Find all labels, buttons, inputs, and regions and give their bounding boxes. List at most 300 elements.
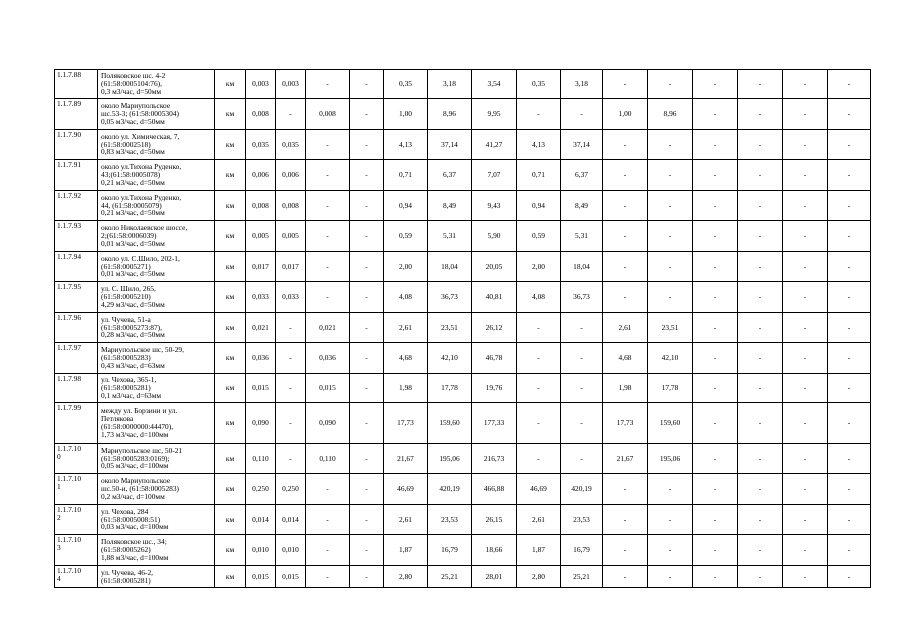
table-cell: 1,00	[603, 99, 648, 130]
table-cell: -	[350, 130, 384, 160]
table-cell: -	[350, 160, 384, 191]
table-cell: 0,008	[276, 191, 306, 221]
table-cell: -	[738, 130, 783, 160]
table-row	[55, 474, 871, 505]
table-cell: 8,49	[428, 191, 472, 221]
table-cell: 6,37	[561, 160, 603, 191]
row-description: между ул. Борзини и ул. Петлякова (61:58:0000000:44470), 1,73 м3/час, d=100мм	[98, 403, 215, 444]
table-cell: 0,021	[306, 313, 350, 343]
table-cell: -	[828, 252, 871, 282]
table-row	[55, 130, 871, 160]
table-cell: -	[693, 566, 738, 588]
table-cell: -	[603, 130, 648, 160]
table-cell: -	[648, 130, 693, 160]
table-cell: 4,68	[603, 343, 648, 374]
table-cell: км	[215, 444, 246, 474]
table-cell: 0,59	[384, 221, 428, 252]
table-cell: -	[276, 313, 306, 343]
table-cell: км	[215, 252, 246, 282]
table-cell: 36,73	[428, 282, 472, 313]
table-cell: 0,110	[246, 444, 276, 474]
table-cell: -	[783, 444, 828, 474]
table-cell: км	[215, 374, 246, 403]
table-cell: 0,71	[384, 160, 428, 191]
table-cell: 17,73	[384, 403, 428, 444]
table-cell: 46,78	[472, 343, 517, 374]
table-cell: -	[738, 99, 783, 130]
table-cell: -	[603, 505, 648, 535]
table-cell: 19,76	[472, 374, 517, 403]
table-cell: 9,43	[472, 191, 517, 221]
row-description: Мариупольское шс, 50-21 (61:58:0005283:0169); 0,05 м3/час, d=100мм	[98, 444, 215, 474]
table-cell: -	[603, 70, 648, 99]
table-cell: -	[350, 343, 384, 374]
table-cell: -	[603, 191, 648, 221]
table-cell: -	[693, 374, 738, 403]
table-cell: 41,27	[472, 130, 517, 160]
table-cell: -	[276, 403, 306, 444]
table-row	[55, 403, 871, 444]
table-cell: -	[350, 313, 384, 343]
table-cell: -	[306, 474, 350, 505]
table-cell: -	[828, 191, 871, 221]
row-description: около Мариупольское шс.50-и, (61:58:0005283) 0,2 м3/час, d=100мм	[98, 474, 215, 505]
table-cell: 8,96	[648, 99, 693, 130]
table-cell: -	[738, 535, 783, 566]
row-code: 1.1.7.90	[55, 130, 98, 160]
table-cell: 0,94	[517, 191, 561, 221]
table-cell: 0,94	[384, 191, 428, 221]
table-cell: 0,015	[306, 374, 350, 403]
row-description: около ул. Химическая, 7, (61:58:0002518) 0,83 м3/час, d=50мм	[98, 130, 215, 160]
table-cell: -	[561, 444, 603, 474]
table-cell: км	[215, 221, 246, 252]
table-cell: 216,73	[472, 444, 517, 474]
table-cell: -	[350, 252, 384, 282]
table-row	[55, 70, 871, 99]
table-cell: 5,31	[428, 221, 472, 252]
table-cell: 17,73	[603, 403, 648, 444]
table-cell: -	[693, 130, 738, 160]
table-cell: -	[738, 191, 783, 221]
table-cell: -	[738, 343, 783, 374]
table-cell: -	[306, 505, 350, 535]
table-cell: -	[306, 252, 350, 282]
table-cell: -	[350, 403, 384, 444]
table-cell: -	[693, 252, 738, 282]
table-cell: -	[603, 535, 648, 566]
table-cell: 6,37	[428, 160, 472, 191]
table-cell: -	[738, 221, 783, 252]
table-cell: -	[783, 474, 828, 505]
table-cell: -	[783, 99, 828, 130]
table-cell: км	[215, 282, 246, 313]
table-cell: -	[693, 282, 738, 313]
table-cell: 159,60	[428, 403, 472, 444]
row-description: около ул. С.Шило, 202-1, (61:58:0005271) 0,01 м3/час, d=50мм	[98, 252, 215, 282]
table-cell: -	[783, 343, 828, 374]
table-cell: -	[350, 191, 384, 221]
table-cell: 18,04	[561, 252, 603, 282]
table-cell: 2,61	[384, 313, 428, 343]
table-cell: -	[276, 99, 306, 130]
table-cell: -	[603, 160, 648, 191]
table-cell: 18,04	[428, 252, 472, 282]
table-cell: 0,090	[306, 403, 350, 444]
table-cell: км	[215, 313, 246, 343]
table-cell: -	[517, 99, 561, 130]
table-cell: 40,81	[472, 282, 517, 313]
table-cell: 1,98	[384, 374, 428, 403]
table-cell: -	[648, 191, 693, 221]
row-description: ул. Чехова, 365-1, (61:58:0005281) 0,1 м3/час, d=63мм	[98, 374, 215, 403]
row-description: около ул.Тихона Руденко, 44, (61:58:0005079) 0,21 м3/час, d=50мм	[98, 191, 215, 221]
table-cell: 0,015	[246, 374, 276, 403]
table-cell: -	[350, 221, 384, 252]
table-cell: -	[603, 474, 648, 505]
table-cell: -	[350, 444, 384, 474]
table-cell: 4,08	[517, 282, 561, 313]
table-cell: -	[603, 252, 648, 282]
table-cell: 0,010	[246, 535, 276, 566]
table-cell: 2,80	[517, 566, 561, 588]
table-row	[55, 444, 871, 474]
row-description: Поляковское шс., 34; (61:58:0005262) 1,88 м3/час, d=100мм	[98, 535, 215, 566]
table-cell: -	[350, 99, 384, 130]
table-cell: 0,110	[306, 444, 350, 474]
table-cell: 0,003	[276, 70, 306, 99]
table-cell: -	[350, 282, 384, 313]
table-cell: 0,250	[276, 474, 306, 505]
table-cell: 46,69	[517, 474, 561, 505]
row-code: 1.1.7.89	[55, 99, 98, 130]
table-cell: -	[693, 313, 738, 343]
table-cell: 0,035	[246, 130, 276, 160]
table-cell: -	[738, 313, 783, 343]
table-cell: -	[783, 374, 828, 403]
row-code: 1.1.7.88	[55, 70, 98, 99]
row-code: 1.1.7.10 4	[55, 566, 98, 588]
table-cell: 36,73	[561, 282, 603, 313]
table-cell: 0,033	[276, 282, 306, 313]
table-cell: -	[828, 221, 871, 252]
table-cell: -	[693, 70, 738, 99]
table-cell: 0,033	[246, 282, 276, 313]
table-row	[55, 221, 871, 252]
table-cell: 28,01	[472, 566, 517, 588]
table-cell: км	[215, 474, 246, 505]
table-cell: -	[738, 70, 783, 99]
table-cell: 466,88	[472, 474, 517, 505]
table-cell: 9,95	[472, 99, 517, 130]
table-cell: -	[738, 252, 783, 282]
table-cell: -	[561, 343, 603, 374]
table-cell: -	[783, 403, 828, 444]
table-cell: 1,87	[517, 535, 561, 566]
table-cell: 0,71	[517, 160, 561, 191]
row-code: 1.1.7.95	[55, 282, 98, 313]
table-cell: -	[693, 403, 738, 444]
table-cell: 5,31	[561, 221, 603, 252]
table-cell: -	[517, 343, 561, 374]
table-cell: км	[215, 130, 246, 160]
table-cell: 2,80	[384, 566, 428, 588]
table-row	[55, 374, 871, 403]
table-cell: -	[828, 282, 871, 313]
table-cell: -	[828, 403, 871, 444]
table-cell: км	[215, 191, 246, 221]
table-cell: -	[828, 374, 871, 403]
table-row	[55, 566, 871, 588]
table-cell: 18,66	[472, 535, 517, 566]
table-cell: -	[693, 160, 738, 191]
table-cell: -	[738, 474, 783, 505]
table-cell: -	[306, 221, 350, 252]
table-cell: -	[693, 191, 738, 221]
table-cell: -	[738, 374, 783, 403]
table-cell: -	[783, 191, 828, 221]
table-cell: 1,87	[384, 535, 428, 566]
table-cell: -	[648, 160, 693, 191]
table-cell: 420,19	[428, 474, 472, 505]
table-cell: -	[561, 403, 603, 444]
row-description: около Николаевское шоссе, 2;(61:58:0006039) 0,01 м3/час, d=50мм	[98, 221, 215, 252]
table-row	[55, 191, 871, 221]
table-cell: -	[350, 566, 384, 588]
table-cell: 2,61	[384, 505, 428, 535]
table-cell: -	[648, 474, 693, 505]
table-cell: -	[828, 474, 871, 505]
table-cell: -	[603, 282, 648, 313]
table-cell: км	[215, 99, 246, 130]
table-cell: -	[693, 99, 738, 130]
row-description: около ул.Тихона Руденко, 43;(61:58:0005078) 0,21 м3/час, d=50мм	[98, 160, 215, 191]
row-code: 1.1.7.10 0	[55, 444, 98, 474]
table-cell: -	[350, 535, 384, 566]
table-cell: 0,015	[276, 566, 306, 588]
table-cell: км	[215, 70, 246, 99]
table-cell: 26,15	[472, 505, 517, 535]
table-cell: -	[693, 444, 738, 474]
row-code: 1.1.7.96	[55, 313, 98, 343]
row-description: Мариупольское шс, 50-29, (61:58:0005283) 0,43 м3/час, d=63мм	[98, 343, 215, 374]
table-cell: 4,13	[517, 130, 561, 160]
table-cell: 4,08	[384, 282, 428, 313]
table-cell: 0,006	[276, 160, 306, 191]
table-cell: 5,90	[472, 221, 517, 252]
table-cell: -	[693, 505, 738, 535]
row-code: 1.1.7.92	[55, 191, 98, 221]
table-cell: 3,18	[428, 70, 472, 99]
table-cell: 2,00	[384, 252, 428, 282]
table-cell: -	[783, 566, 828, 588]
row-code: 1.1.7.10 3	[55, 535, 98, 566]
table-cell: 177,33	[472, 403, 517, 444]
table-cell: 2,00	[517, 252, 561, 282]
table-cell: 0,250	[246, 474, 276, 505]
table-cell: 4,13	[384, 130, 428, 160]
data-table	[54, 69, 871, 588]
table-cell: 25,21	[561, 566, 603, 588]
table-cell: -	[693, 474, 738, 505]
table-cell: км	[215, 160, 246, 191]
table-cell: 8,49	[561, 191, 603, 221]
table-cell: -	[517, 444, 561, 474]
table-cell: -	[783, 160, 828, 191]
table-cell: 2,61	[517, 505, 561, 535]
table-cell: 0,35	[517, 70, 561, 99]
table-cell: 0,035	[276, 130, 306, 160]
table-cell: 4,68	[384, 343, 428, 374]
table-cell: -	[648, 505, 693, 535]
table-cell: 195,06	[428, 444, 472, 474]
table-cell: -	[306, 535, 350, 566]
table-cell: 26,12	[472, 313, 517, 343]
table-cell: -	[517, 313, 561, 343]
table-cell: -	[783, 282, 828, 313]
table-cell: -	[648, 566, 693, 588]
table-cell: 0,015	[246, 566, 276, 588]
table-cell: 42,10	[428, 343, 472, 374]
table-row	[55, 252, 871, 282]
table-cell: -	[306, 160, 350, 191]
table-cell: 21,67	[603, 444, 648, 474]
table-cell: -	[693, 221, 738, 252]
table-cell: -	[517, 403, 561, 444]
table-cell: 1,98	[603, 374, 648, 403]
row-description: ул. Чучева, 46-2, (61:58:0005281)	[98, 566, 215, 588]
table-cell: 420,19	[561, 474, 603, 505]
table-cell: -	[738, 444, 783, 474]
table-cell: -	[738, 160, 783, 191]
table-row	[55, 313, 871, 343]
table-cell: 0,010	[276, 535, 306, 566]
table-cell: км	[215, 505, 246, 535]
table-cell: -	[783, 70, 828, 99]
table-cell: 17,78	[648, 374, 693, 403]
table-row	[55, 282, 871, 313]
table-cell: км	[215, 403, 246, 444]
table-cell: 42,10	[648, 343, 693, 374]
table-cell: -	[561, 313, 603, 343]
table-cell: -	[783, 313, 828, 343]
table-cell: -	[828, 313, 871, 343]
table-cell: -	[350, 70, 384, 99]
table-cell: -	[783, 252, 828, 282]
table-cell: 0,017	[246, 252, 276, 282]
table-cell: -	[350, 505, 384, 535]
table-cell: -	[648, 535, 693, 566]
table-cell: 0,008	[246, 191, 276, 221]
table-body	[55, 70, 871, 588]
row-code: 1.1.7.97	[55, 343, 98, 374]
table-cell: 7,07	[472, 160, 517, 191]
row-description: около Мариупольское шс.53-3; (61:58:0005304) 0,05 м3/час, d=50мм	[98, 99, 215, 130]
table-cell: км	[215, 535, 246, 566]
table-cell: -	[306, 130, 350, 160]
table-cell: -	[828, 160, 871, 191]
table-cell: 0,017	[276, 252, 306, 282]
table-cell: 195,06	[648, 444, 693, 474]
table-cell: -	[783, 505, 828, 535]
table-cell: -	[738, 566, 783, 588]
table-cell: 46,69	[384, 474, 428, 505]
table-cell: -	[648, 252, 693, 282]
table-cell: 16,79	[561, 535, 603, 566]
table-cell: 0,014	[246, 505, 276, 535]
table-cell: 37,14	[561, 130, 603, 160]
table-cell: -	[648, 282, 693, 313]
table-cell: 25,21	[428, 566, 472, 588]
table-cell: -	[738, 505, 783, 535]
row-description: ул. Чехова, 284 (61:58:0005008:51) 0,03 м3/час, d=100мм	[98, 505, 215, 535]
table-cell: 0,006	[246, 160, 276, 191]
table-cell: 0,021	[246, 313, 276, 343]
table-cell: 0,036	[306, 343, 350, 374]
table-cell: 23,51	[648, 313, 693, 343]
table-cell: 0,036	[246, 343, 276, 374]
table-cell: -	[693, 343, 738, 374]
table-cell: 0,090	[246, 403, 276, 444]
table-cell: -	[693, 535, 738, 566]
table-cell: -	[828, 444, 871, 474]
table-cell: -	[828, 566, 871, 588]
table-cell: 23,53	[428, 505, 472, 535]
table-cell: -	[561, 99, 603, 130]
table-cell: -	[828, 505, 871, 535]
table-cell: -	[276, 343, 306, 374]
table-row	[55, 99, 871, 130]
table-cell: -	[350, 374, 384, 403]
table-cell: -	[828, 535, 871, 566]
row-code: 1.1.7.91	[55, 160, 98, 191]
table-cell: 2,61	[603, 313, 648, 343]
table-cell: -	[306, 282, 350, 313]
table-cell: -	[517, 374, 561, 403]
row-code: 1.1.7.93	[55, 221, 98, 252]
table-cell: 159,60	[648, 403, 693, 444]
table-row	[55, 343, 871, 374]
row-code: 1.1.7.98	[55, 374, 98, 403]
table-cell: -	[648, 70, 693, 99]
table-cell: 0,003	[246, 70, 276, 99]
table-row	[55, 505, 871, 535]
row-description: Поляковское шс. 4-2 (61:58:0005104:76), 0,3 м3/час, d=50мм	[98, 70, 215, 99]
table-cell: 0,59	[517, 221, 561, 252]
table-cell: -	[828, 130, 871, 160]
table-cell: -	[603, 566, 648, 588]
table-cell: -	[276, 444, 306, 474]
table-cell: 17,78	[428, 374, 472, 403]
table-cell: 21,67	[384, 444, 428, 474]
table-cell: 0,005	[246, 221, 276, 252]
row-code: 1.1.7.94	[55, 252, 98, 282]
row-code: 1.1.7.99	[55, 403, 98, 444]
table-cell: -	[350, 474, 384, 505]
table-cell: -	[648, 221, 693, 252]
table-cell: -	[828, 70, 871, 99]
row-description: ул. Чучева, 51-а (61:58:0005273:87), 0,28 м3/час, d=50мм	[98, 313, 215, 343]
table-cell: км	[215, 566, 246, 588]
table-row	[55, 535, 871, 566]
table-cell: 0,35	[384, 70, 428, 99]
table-cell: -	[738, 403, 783, 444]
table-cell: 8,96	[428, 99, 472, 130]
table-cell: 3,54	[472, 70, 517, 99]
table-cell: -	[603, 221, 648, 252]
table-cell: 0,008	[306, 99, 350, 130]
table-cell: -	[828, 99, 871, 130]
